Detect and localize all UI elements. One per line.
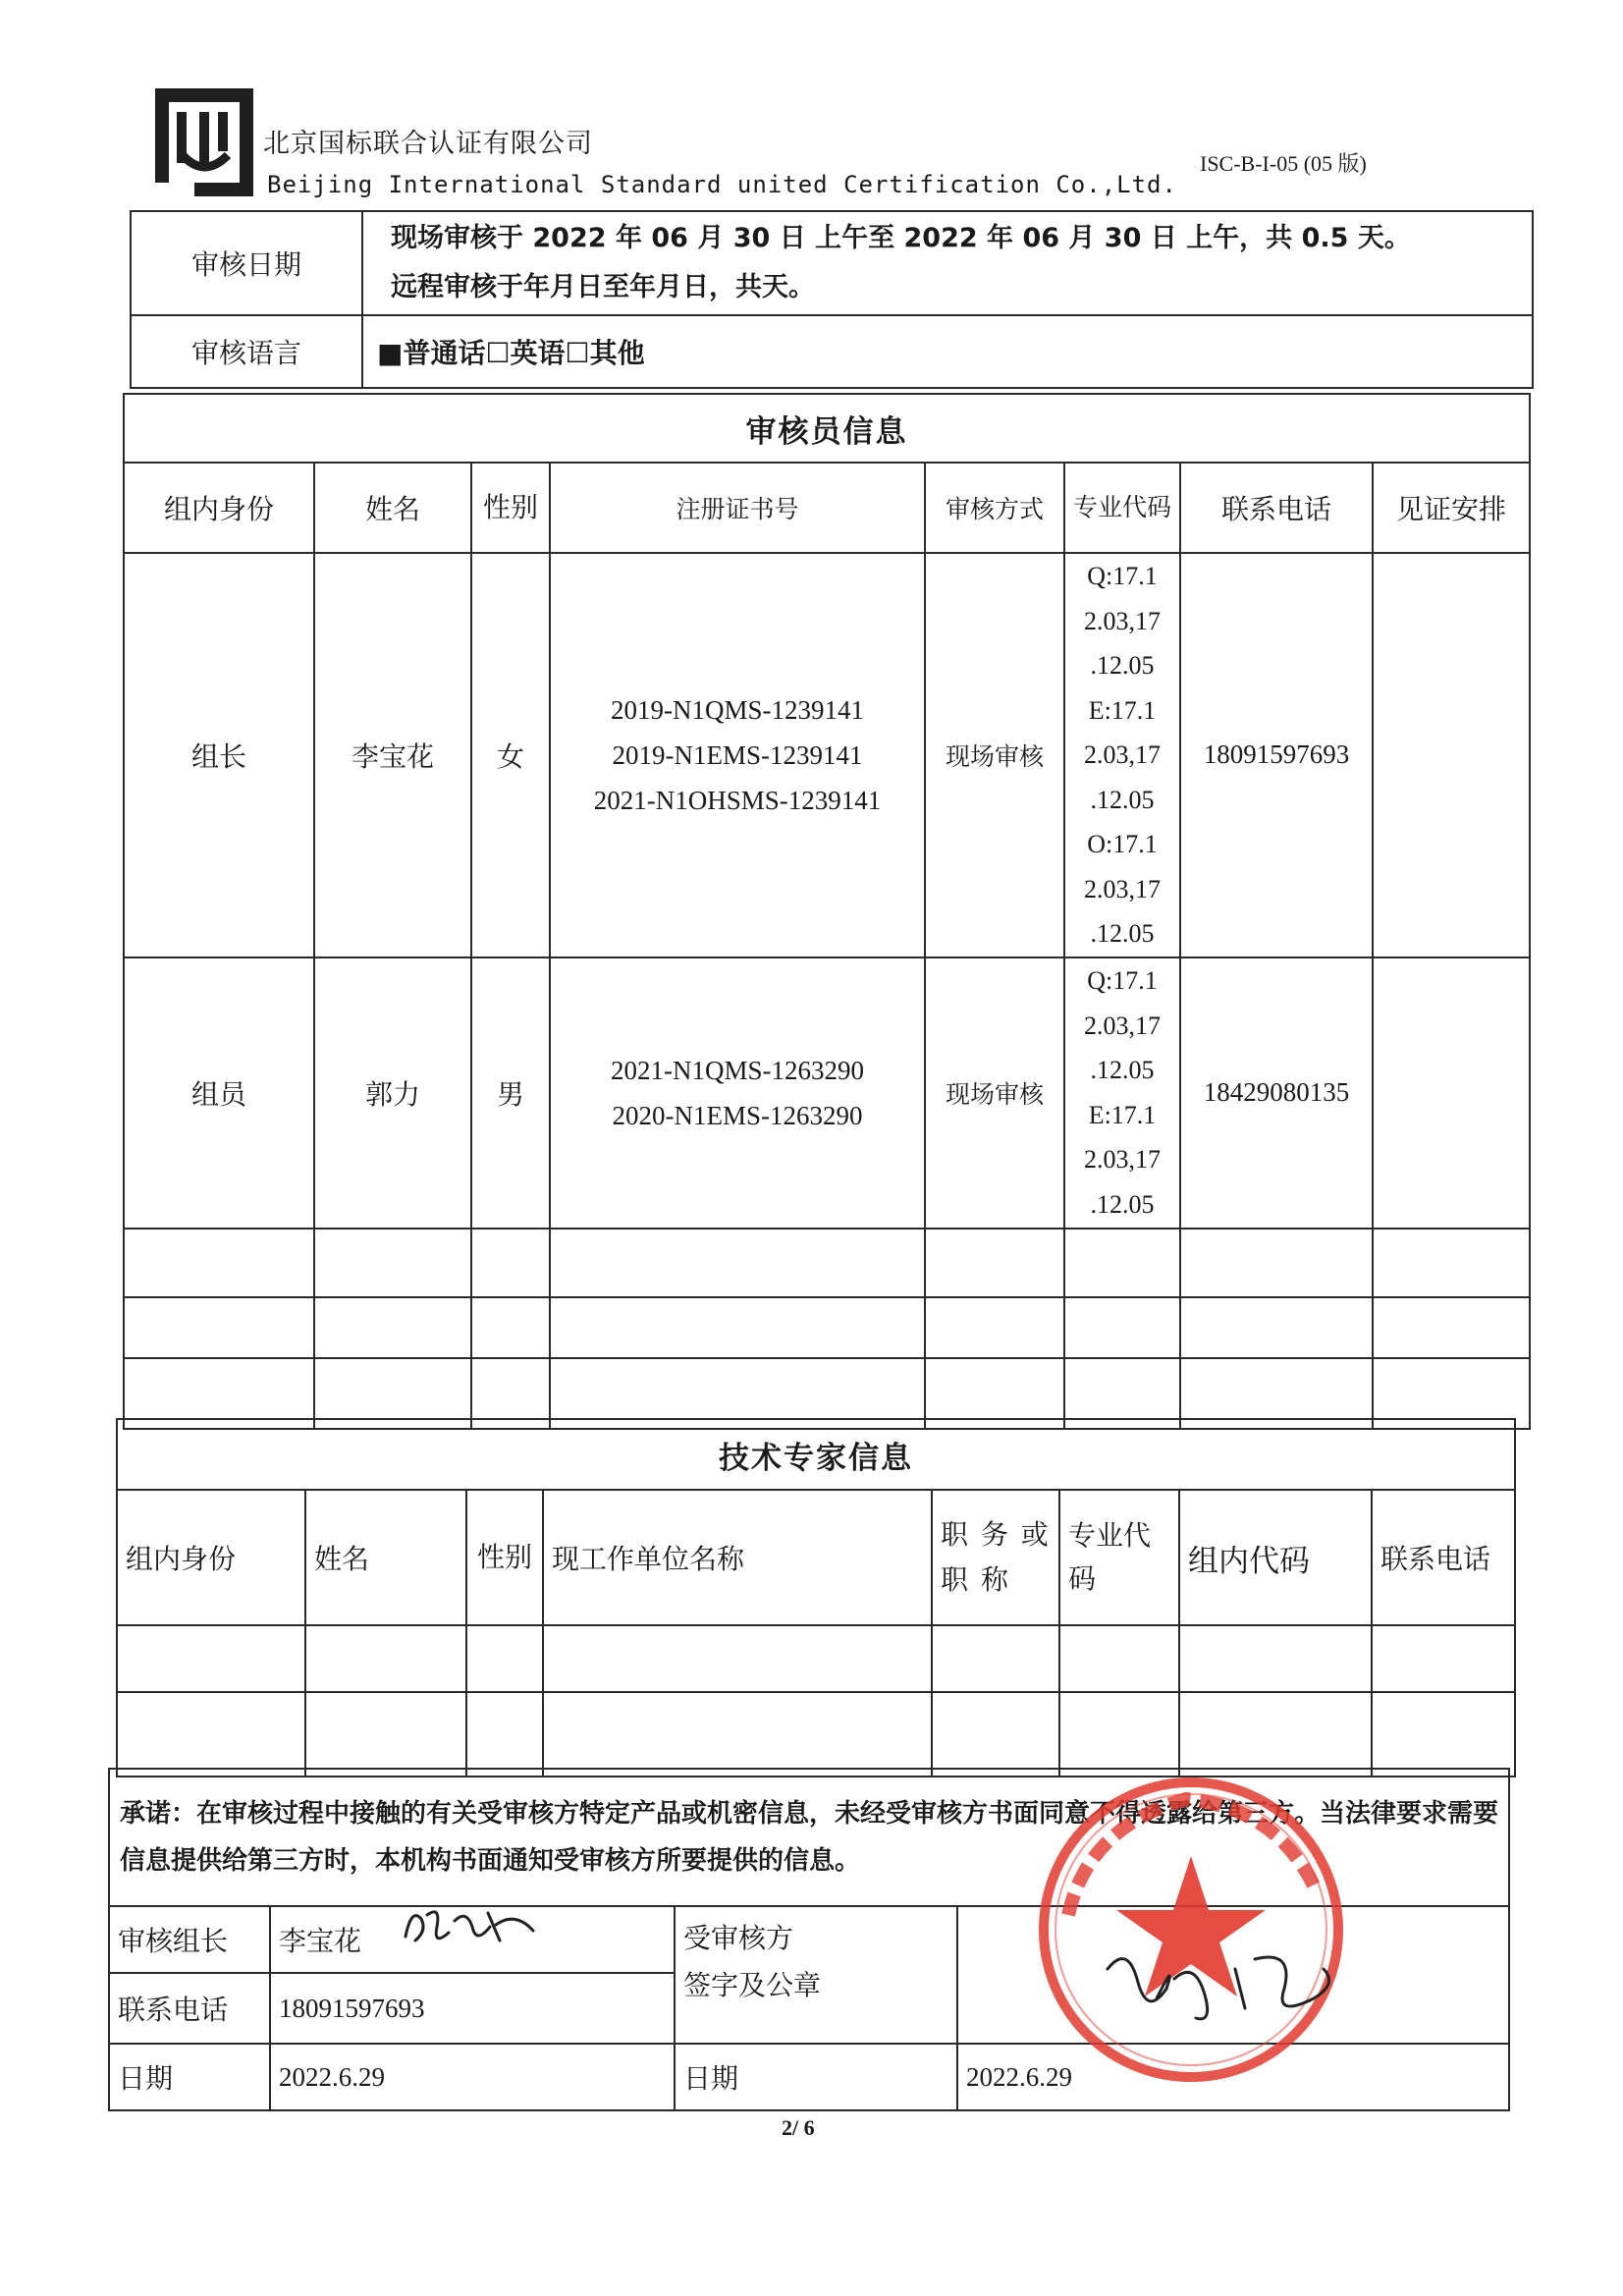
expert-header-group-code: 组内代码 bbox=[1179, 1490, 1372, 1625]
row-witness bbox=[1373, 553, 1530, 957]
company-logo bbox=[155, 88, 253, 196]
page-number: 2/ 6 bbox=[782, 2115, 815, 2140]
phone-label: 联系电话 bbox=[109, 1973, 270, 2044]
audit-date-label: 审核日期 bbox=[131, 211, 362, 315]
table-row-empty bbox=[124, 1297, 1530, 1358]
company-name-cn: 北京国标联合认证有限公司 bbox=[263, 129, 593, 159]
auditee-signature-cell bbox=[957, 1906, 1509, 2044]
audit-language-label: 审核语言 bbox=[131, 315, 362, 388]
cert-line: 2021-N1QMS-1263290 bbox=[610, 1055, 864, 1085]
auditor-info-table bbox=[123, 393, 1531, 1430]
code-line: E:17.1 bbox=[1088, 695, 1157, 725]
row-certs bbox=[550, 553, 925, 957]
row-gender: 男 bbox=[471, 957, 550, 1229]
row-method: 现场审核 bbox=[925, 957, 1064, 1229]
header-method: 审核方式 bbox=[925, 463, 1064, 553]
row-code bbox=[1064, 957, 1180, 1229]
expert-header-title: 职 务 或 职 称 bbox=[932, 1490, 1059, 1625]
header-role: 组内身份 bbox=[124, 463, 314, 553]
cert-line: 2019-N1QMS-1239141 bbox=[610, 694, 864, 725]
row-certs bbox=[550, 957, 925, 1229]
table-row-empty bbox=[117, 1692, 1515, 1777]
header-gender: 性别 bbox=[471, 463, 550, 553]
table-row-empty bbox=[124, 1229, 1530, 1297]
cert-line: 2021-N1OHSMS-1239141 bbox=[593, 785, 882, 815]
company-name-en: Beijing International Standard united Certification Co.,Ltd. bbox=[267, 171, 1177, 198]
document-code: ISC-B-I-05 (05 版) bbox=[1200, 151, 1367, 176]
code-line: .12.05 bbox=[1090, 919, 1155, 948]
auditee-date: 2022.6.29 bbox=[957, 2044, 1509, 2110]
row-role: 组员 bbox=[124, 957, 314, 1229]
row-name: 李宝花 bbox=[314, 553, 471, 957]
audit-date-value bbox=[362, 211, 1533, 315]
table-row bbox=[124, 957, 1530, 1229]
expert-header-gender: 性别 bbox=[466, 1490, 543, 1625]
audit-date-table bbox=[130, 210, 1534, 389]
date-label: 日期 bbox=[109, 2044, 270, 2110]
code-line: .12.05 bbox=[1090, 1189, 1155, 1219]
code-line: .12.05 bbox=[1090, 1056, 1155, 1084]
code-line: 2.03,17 bbox=[1084, 874, 1161, 903]
row-method: 现场审核 bbox=[925, 553, 1064, 957]
code-line: Q:17.1 bbox=[1087, 562, 1158, 590]
header-phone: 联系电话 bbox=[1180, 463, 1373, 553]
expert-section-title: 技术专家信息 bbox=[117, 1419, 1515, 1490]
onsite-audit-line: 现场审核于 2022 年 06 月 30 日 上午至 2022 年 06 月 30 日 上午，共 0.5 天。 bbox=[391, 223, 1411, 253]
row-code bbox=[1064, 553, 1180, 957]
auditee-label-line: 签字及公章 bbox=[683, 1969, 822, 2001]
expert-header-role: 组内身份 bbox=[117, 1490, 305, 1625]
row-witness bbox=[1373, 957, 1530, 1229]
signoff-table bbox=[108, 1768, 1510, 2111]
table-row-empty bbox=[117, 1625, 1515, 1692]
code-line: O:17.1 bbox=[1087, 830, 1158, 858]
expert-header-unit: 现工作单位名称 bbox=[543, 1490, 932, 1625]
header-witness: 见证安排 bbox=[1373, 463, 1530, 553]
auditor-section-title: 审核员信息 bbox=[124, 394, 1530, 463]
header-cert-no: 注册证书号 bbox=[550, 463, 925, 553]
code-line: Q:17.1 bbox=[1087, 966, 1158, 995]
row-gender: 女 bbox=[471, 553, 550, 957]
leader-name: 李宝花 bbox=[270, 1906, 675, 1973]
code-line: E:17.1 bbox=[1088, 1100, 1157, 1129]
leader-phone: 18091597693 bbox=[270, 1973, 675, 2044]
auditee-label-line: 受审核方 bbox=[683, 1922, 794, 1954]
leader-date: 2022.6.29 bbox=[270, 2044, 675, 2110]
code-line: 2.03,17 bbox=[1084, 606, 1161, 635]
row-phone: 18091597693 bbox=[1180, 553, 1373, 957]
code-line: .12.05 bbox=[1090, 651, 1155, 680]
header-code: 专业代码 bbox=[1064, 463, 1180, 553]
row-role: 组长 bbox=[124, 553, 314, 957]
code-line: 2.03,17 bbox=[1084, 740, 1161, 769]
table-row bbox=[124, 553, 1530, 957]
expert-info-table bbox=[116, 1418, 1516, 1777]
row-name: 郭力 bbox=[314, 957, 471, 1229]
code-line: 2.03,17 bbox=[1084, 1145, 1161, 1174]
auditee-date-label: 日期 bbox=[675, 2044, 957, 2110]
leader-label: 审核组长 bbox=[109, 1906, 270, 1973]
row-phone: 18429080135 bbox=[1180, 957, 1373, 1229]
cert-line: 2019-N1EMS-1239141 bbox=[612, 739, 863, 770]
code-line: .12.05 bbox=[1090, 785, 1155, 814]
header-name: 姓名 bbox=[314, 463, 471, 553]
audit-language-options: ■普通话☐英语☐其他 bbox=[362, 315, 1533, 388]
expert-header-code: 专业代码 bbox=[1059, 1490, 1179, 1625]
cert-line: 2020-N1EMS-1263290 bbox=[612, 1100, 863, 1130]
code-line: 2.03,17 bbox=[1084, 1011, 1161, 1040]
auditee-label bbox=[675, 1906, 957, 2044]
expert-header-name: 姓名 bbox=[305, 1490, 466, 1625]
commitment-text: 承诺：在审核过程中接触的有关受审核方特定产品或机密信息，未经受审核方书面同意不得透露给第三方。当法律要求需要信息提供给第三方时，本机构书面通知受审核方所要提供的信息。 bbox=[109, 1769, 1509, 1906]
expert-header-phone: 联系电话 bbox=[1372, 1490, 1515, 1625]
remote-audit-line: 远程审核于年月日至年月日，共天。 bbox=[391, 272, 815, 302]
